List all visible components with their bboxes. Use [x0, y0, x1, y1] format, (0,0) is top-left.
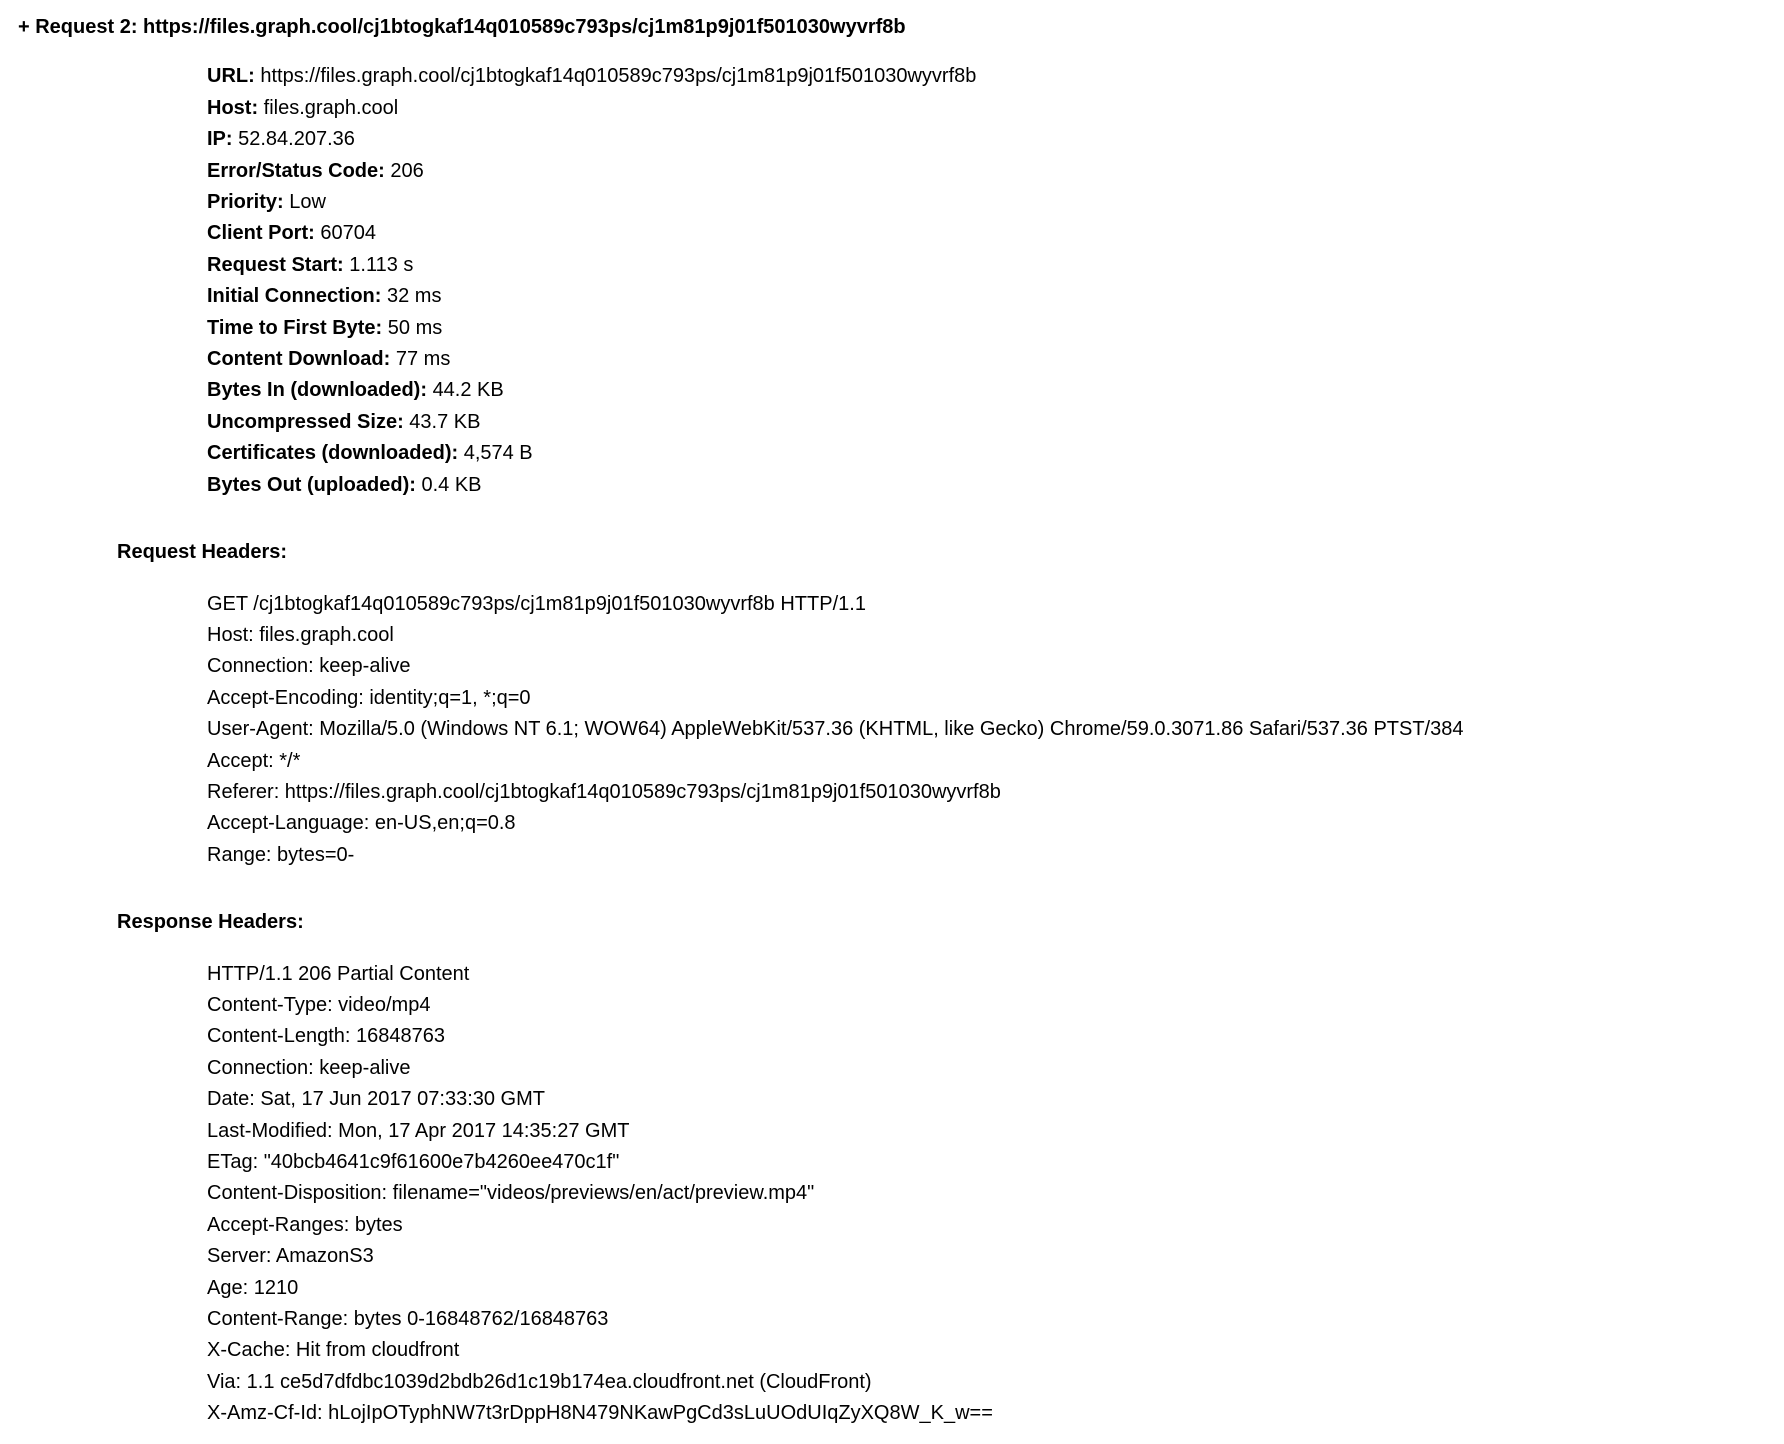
detail-row — [207, 438, 1784, 469]
detail-label: Uncompressed Size: — [207, 410, 404, 433]
request-header-line: Host: files.graph.cool — [207, 623, 394, 646]
detail-row — [207, 375, 1784, 406]
detail-label: Certificates (downloaded): — [207, 442, 459, 465]
response-header-line: Content-Range: bytes 0-16848762/16848763 — [207, 1308, 609, 1331]
detail-row — [207, 313, 1784, 344]
response-header-line: Date: Sat, 17 Jun 2017 07:33:30 GMT — [207, 1088, 545, 1111]
request-header-line: Accept-Language: en-US,en;q=0.8 — [207, 812, 516, 835]
request-details-page — [0, 12, 1784, 1430]
response-header-line: HTTP/1.1 206 Partial Content — [207, 962, 470, 985]
response-header-line: Server: AmazonS3 — [207, 1245, 374, 1268]
detail-value: 1.113 s — [349, 253, 414, 276]
detail-value: files.graph.cool — [263, 96, 399, 119]
detail-row — [207, 156, 1784, 187]
detail-label: Client Port: — [207, 222, 315, 245]
detail-label: IP: — [207, 128, 233, 151]
detail-row — [207, 218, 1784, 249]
request-title[interactable]: + Request 2: https://files.graph.cool/cj1btogkaf14q010589c793ps/cj1m81p9j01f501030wyvrf8b — [18, 16, 906, 38]
response-header-line: X-Cache: Hit from cloudfront — [207, 1339, 460, 1362]
request-header-line: Referer: https://files.graph.cool/cj1btogkaf14q010589c793ps/cj1m81p9j01f501030wyvrf8b — [207, 780, 1001, 803]
request-header-line: User-Agent: Mozilla/5.0 (Windows NT 6.1; WOW64) AppleWebKit/537.36 (KHTML, like Gecko) Chrome/59.0.3071.86 Safari/537.36 PTST/384 — [207, 718, 1464, 741]
detail-label: Host: — [207, 96, 259, 119]
detail-value: 43.7 KB — [409, 410, 481, 433]
detail-value: 4,574 B — [463, 442, 533, 465]
detail-label: Bytes Out (uploaded): — [207, 473, 416, 496]
request-header-line: Range: bytes=0- — [207, 843, 355, 866]
detail-row — [207, 61, 1784, 92]
detail-row — [207, 281, 1784, 312]
response-header-line: Age: 1210 — [207, 1276, 299, 1299]
detail-value: https://files.graph.cool/cj1btogkaf14q010589c793ps/cj1m81p9j01f501030wyvrf8b — [260, 65, 977, 88]
response-header-line: X-Amz-Cf-Id: hLojIpOTyphNW7t3rDppH8N479NKawPgCd3sLuUOdUIqZyXQ8W_K_w== — [207, 1402, 993, 1425]
detail-value: 32 ms — [387, 285, 442, 308]
detail-label: Error/Status Code: — [207, 159, 385, 182]
request-headers-heading: Request Headers: — [117, 541, 288, 564]
detail-row — [207, 93, 1784, 124]
detail-row — [207, 187, 1784, 218]
request-header-line: GET /cj1btogkaf14q010589c793ps/cj1m81p9j01f501030wyvrf8b HTTP/1.1 — [207, 592, 866, 615]
detail-value: 52.84.207.36 — [238, 128, 355, 151]
response-header-line: ETag: "40bcb4641c9f61600e7b4260ee470c1f" — [207, 1151, 620, 1173]
response-header-line: Accept-Ranges: bytes — [207, 1213, 403, 1236]
request-header-line: Accept-Encoding: identity;q=1, *;q=0 — [207, 686, 531, 709]
detail-row — [207, 250, 1784, 281]
detail-label: Request Start: — [207, 253, 344, 276]
detail-value: 60704 — [320, 222, 376, 245]
detail-value: 206 — [390, 159, 424, 182]
detail-value: 0.4 KB — [421, 473, 482, 496]
request-headers-list — [207, 589, 1784, 872]
response-header-line: Content-Type: video/mp4 — [207, 993, 431, 1016]
response-headers-heading: Response Headers: — [117, 911, 304, 934]
detail-value: Low — [289, 191, 326, 214]
detail-label: Content Download: — [207, 348, 391, 371]
detail-label: Initial Connection: — [207, 285, 382, 308]
response-headers-list — [207, 959, 1784, 1430]
detail-value: 44.2 KB — [432, 379, 504, 402]
request-header-line: Connection: keep-alive — [207, 655, 411, 678]
detail-label: Priority: — [207, 191, 284, 214]
detail-label: Bytes In (downloaded): — [207, 379, 427, 402]
detail-label: URL: — [207, 65, 255, 88]
detail-label: Time to First Byte: — [207, 316, 383, 339]
detail-row — [207, 407, 1784, 438]
response-header-line: Via: 1.1 ce5d7dfdbc1039d2bdb26d1c19b174ea.cloudfront.net (CloudFront) — [207, 1370, 872, 1393]
response-header-line: Content-Disposition: filename="videos/previews/en/act/preview.mp4" — [207, 1182, 815, 1205]
request-header-line: Accept: */* — [207, 749, 301, 772]
detail-row — [207, 470, 1784, 501]
request-details-list — [207, 61, 1784, 501]
detail-value: 77 ms — [395, 348, 451, 371]
response-header-line: Last-Modified: Mon, 17 Apr 2017 14:35:27 GMT — [207, 1119, 630, 1142]
detail-value: 50 ms — [387, 316, 443, 339]
response-header-line: Connection: keep-alive — [207, 1056, 411, 1079]
detail-row — [207, 344, 1784, 375]
response-header-line: Content-Length: 16848763 — [207, 1025, 445, 1048]
detail-row — [207, 124, 1784, 155]
